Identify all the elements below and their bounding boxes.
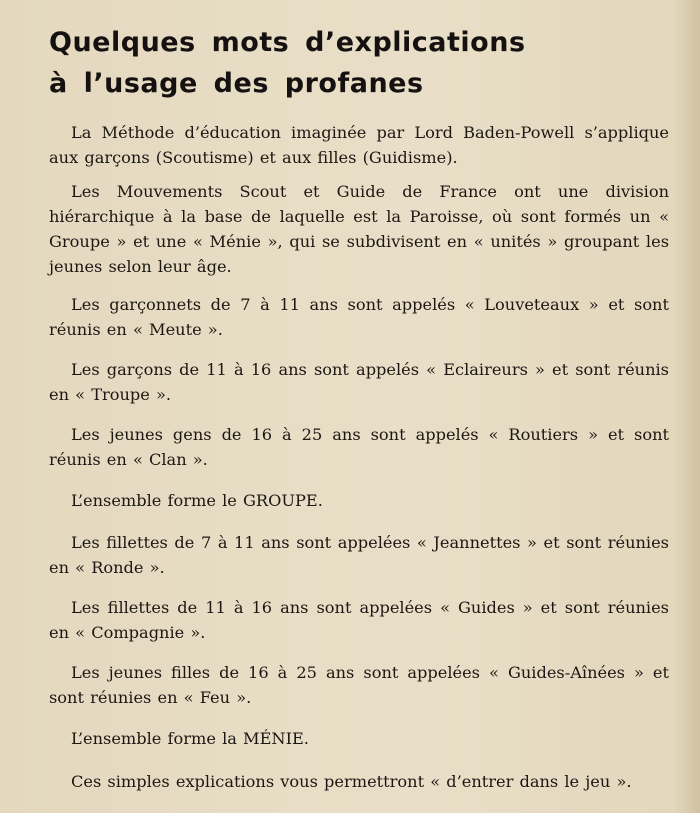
paragraph-menie: L’ensemble forme la MÉNIE. [71, 729, 309, 748]
article-body [49, 120, 669, 808]
paragraph-guides-ainees: Les jeunes filles de 16 à 25 ans sont appelées « Guides-Aînées » et sont réunies en « Feu ». [49, 663, 669, 707]
title-line-2: à l’usage des profanes [49, 68, 424, 99]
page-title [49, 22, 526, 104]
page-edge-shadow [674, 0, 700, 813]
paragraph-conclusion: Ces simples explications vous permettront « d’entrer dans le jeu ». [71, 772, 632, 791]
paragraph-groupe: L’ensemble forme le GROUPE. [71, 491, 323, 510]
paragraph-louveteaux: Les garçonnets de 7 à 11 ans sont appelés « Louveteaux » et sont réunis en « Meute ». [49, 295, 669, 339]
paragraph-eclaireurs: Les garçons de 11 à 16 ans sont appelés « Eclaireurs » et sont réunis en « Troupe ». [49, 360, 669, 404]
paragraph-hierarchy: Les Mouvements Scout et Guide de France ont une division hiérarchique à la base de laquelle est la Paroisse, où sont formés un « Groupe » et une « Ménie », qui se subdivisent en « unités » groupant les jeunes selon leur âge. [49, 182, 669, 276]
paragraph-guides: Les fillettes de 11 à 16 ans sont appelées « Guides » et sont réunies en « Compagnie ». [49, 598, 669, 642]
paragraph-method: La Méthode d’éducation imaginée par Lord Baden-Powell s’applique aux garçons (Scoutisme) et aux filles (Guidisme). [49, 123, 669, 167]
title-line-1: Quelques mots d’explications [49, 27, 526, 58]
paragraph-jeannettes: Les fillettes de 7 à 11 ans sont appelées « Jeannettes » et sont réunies en « Ronde ». [49, 533, 669, 577]
paragraph-routiers: Les jeunes gens de 16 à 25 ans sont appelés « Routiers » et sont réunis en « Clan ». [49, 425, 669, 469]
